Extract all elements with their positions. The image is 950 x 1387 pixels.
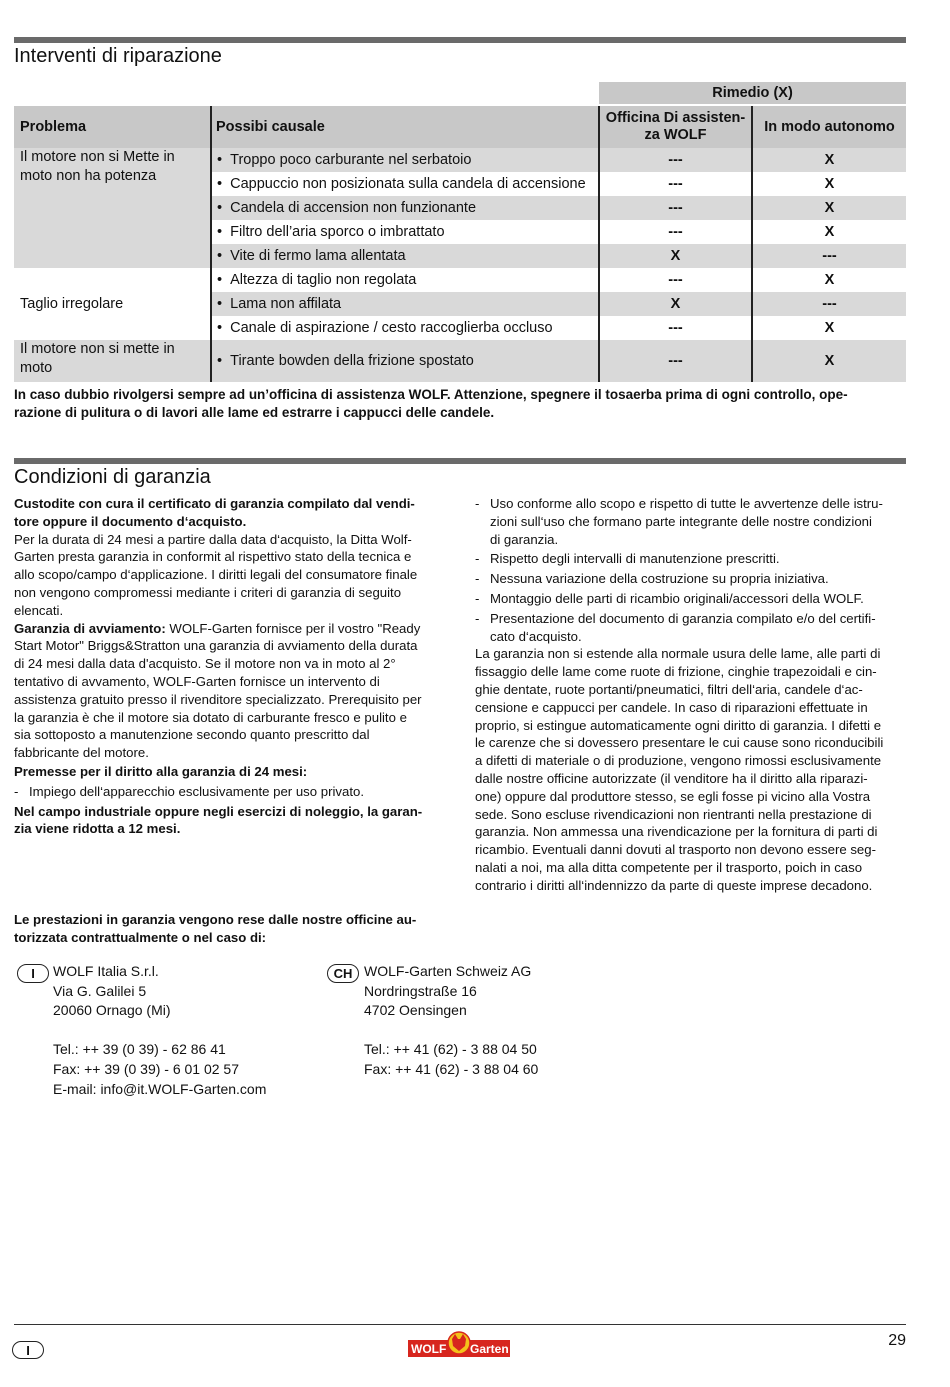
problem-cell: Taglio irregolare xyxy=(20,296,124,312)
warranty-exclusions: La garanzia non si estende alla normale usura delle lame, alle parti di fissaggio delle lame come ruote di frizione, cinghie trapezoidali e cin- ghie dentate, ruote portanti/pneumatici, filtri dell‘aria, candele d‘ac- censione e cappucci per candele. In caso di riparazioni effettuate in proprio, si estingue automaticamente ogni diritto di garanzia. I difetti e le carenze che si dovessero presentare le cui cause sono riconducibili a difetti di materiale o di produzione, vengono rimossi esclusivamente dalle nostre officine autorizzate (il venditore ha il diritto alla riparazi- one) oppure dal produttore stesso, se egli fosse pi vicino alla Vostra sede. Sono escluse rivendicazioni non rientranti nella prestazione di garanzia. Non ammessa una rivendicazione per la fornitura di parti di ricambio. Eventuali danni dovuti al trasporto non devono essere seg- nalati a noi, ma alla ditta competente per il trasporto, poich in caso contrario i diritti all‘indennizzo da parte di queste imprese decadono. xyxy=(475,646,884,893)
table-row xyxy=(14,340,906,382)
language-badge: I xyxy=(12,1341,44,1359)
workshop-mark: --- xyxy=(668,353,683,369)
section-title-repairs: Interventi di riparazione xyxy=(14,45,222,67)
column-divider xyxy=(751,106,753,382)
table-row xyxy=(14,244,906,268)
address-switzerland: WOLF-Garten Schweiz AG Nordringstraße 16 4702 Oensingen Tel.: ++ 41 (62) - 3 88 04 50 Fax: ++ 41 (62) - 3 88 04 60 xyxy=(364,963,539,1077)
section-rule-warranty xyxy=(14,458,906,464)
service-note: Le prestazioni in garanzia vengono rese dalle nostre officine au- torizzata contrattualmente o nel caso di: xyxy=(14,912,417,945)
header-workshop: Officina Di assisten- za WOLF xyxy=(600,106,751,148)
address-italy: WOLF Italia S.r.l. Via G. Galilei 5 20060 Ornago (Mi) Tel.: ++ 39 (0 39) - 62 86 41 Fax: ++ 39 (0 39) - 6 01 02 57 E-mail: info@it.WOLF-Garten.com xyxy=(53,963,267,1097)
warranty-right-column xyxy=(475,495,907,895)
self-mark: X xyxy=(824,200,835,216)
page-number: 29 xyxy=(888,1332,906,1349)
self-mark: X xyxy=(824,272,835,288)
workshop-mark: --- xyxy=(668,152,683,168)
table-row xyxy=(14,196,906,220)
warranty-duration: Per la durata di 24 mesi a partire dalla data d‘acquisto, la Ditta Wolf- Garten presta garanzia in conformit al rispettivo stato della tecnica e allo scopo/campo d‘applicazione. I diritti legali del consumatore finale non vengono compromessi mediante i criteri di garanzia di seguito elencati. xyxy=(14,531,418,618)
footer-rule xyxy=(14,1324,906,1325)
header-causes: Possibi causale xyxy=(212,106,598,148)
country-badge-italy: I xyxy=(17,964,49,983)
self-mark: X xyxy=(824,320,835,336)
cause-cell: • Troppo poco carburante nel serbatoio xyxy=(217,152,472,168)
self-mark: X xyxy=(824,224,835,240)
list-item: - Uso conforme allo scopo e rispetto di tutte le avvertenze delle istru- zioni sull‘uso che formano parte integrante delle nostre condizioni di garanzia. xyxy=(475,495,907,548)
cause-cell: • Tirante bowden della frizione spostato xyxy=(217,353,474,369)
problem-cell: Il motore non si mette in moto xyxy=(14,340,210,382)
table-row xyxy=(14,292,906,316)
country-badge-switzerland: CH xyxy=(327,964,359,983)
workshop-mark: --- xyxy=(668,224,683,240)
remedy-header: Rimedio (X) xyxy=(599,82,906,104)
wolf-garten-logo xyxy=(408,1330,510,1358)
logo-text-garten: Garten xyxy=(470,1342,509,1356)
list-item: - Presentazione del documento di garanzia compilato e/o del certifi- cato d‘acquisto. xyxy=(475,610,907,646)
warranty-premises: Premesse per il diritto alla garanzia di 24 mesi: xyxy=(14,763,308,779)
self-mark: X xyxy=(824,353,835,369)
list-item: - Rispetto degli intervalli di manutenzione prescritti. xyxy=(475,550,907,568)
cause-cell: • Lama non affilata xyxy=(217,296,342,312)
start-guarantee: Garanzia di avviamento: WOLF-Garten fornisce per il vostro "Ready Start Motor" Briggs&Stratton una garanzia di avviamento della durata di 24 mesi dalla data d'acquisto. Se il motore non va in moto al 2° tentativo di avvamento, WOLF-Garten fornisce un intervento di assistenza gratuito presso il rivenditore specializzato. Prerequisito per la garanzia è che il motore sia dotato di carburante fresco e pulito e sia sottoposto a manutenzione secondo quanto prescritto dal fabbricante del motore. xyxy=(14,620,422,761)
cause-cell: • Vite di fermo lama allentata xyxy=(217,248,406,264)
warranty-left-column xyxy=(14,495,454,838)
warranty-intro: Custodite con cura il certificato di garanzia compilato dal vendi- tore oppure il documento d‘acquisto. xyxy=(14,496,415,529)
self-mark: --- xyxy=(822,296,837,312)
self-mark: X xyxy=(824,152,835,168)
table-row xyxy=(14,172,906,196)
workshop-mark: X xyxy=(670,248,681,264)
self-mark: X xyxy=(824,176,835,192)
table-row xyxy=(14,268,906,292)
cause-cell: • Altezza di taglio non regolata xyxy=(217,272,417,288)
cause-cell: • Canale di aspirazione / cesto raccoglierba occluso xyxy=(217,320,553,336)
self-mark: --- xyxy=(822,248,837,264)
list-item: - Montaggio delle parti di ricambio originali/accessori della WOLF. xyxy=(475,590,907,608)
column-divider xyxy=(598,106,600,382)
cause-cell: • Candela di accension non funzionante xyxy=(217,200,477,216)
column-divider xyxy=(210,106,212,382)
table-row xyxy=(14,316,906,340)
workshop-mark: --- xyxy=(668,320,683,336)
workshop-mark: --- xyxy=(668,200,683,216)
section-title-warranty: Condizioni di garanzia xyxy=(14,466,211,488)
industrial-note: Nel campo industriale oppure negli esercizi di noleggio, la garan- zia viene ridotta a 12 mesi. xyxy=(14,803,423,837)
workshop-mark: --- xyxy=(668,176,683,192)
cause-cell: • Cappuccio non posizionata sulla candela di accensione xyxy=(217,176,586,192)
table-row xyxy=(14,220,906,244)
cause-cell: • Filtro dell’aria sporco o imbrattato xyxy=(217,224,445,240)
workshop-mark: --- xyxy=(668,272,683,288)
logo-text-wolf: WOLF xyxy=(411,1342,447,1356)
header-problem: Problema xyxy=(14,106,210,148)
workshop-mark: X xyxy=(670,296,681,312)
table-row xyxy=(14,148,906,172)
header-self: In modo autonomo xyxy=(753,106,906,148)
section-rule-top xyxy=(14,37,906,43)
list-item: - Impiego dell‘apparecchio esclusivamente per uso privato. xyxy=(14,783,454,801)
safety-note: In caso dubbio rivolgersi sempre ad un’officina di assistenza WOLF. Attenzione, spegnere il tosaerba prima di ogni controllo, ope- razione di pulitura o di lavori alle lame ed estrarre i cappucci delle candele. xyxy=(14,387,848,420)
problem-cell: Il motore non si Mette in moto non ha potenza xyxy=(14,148,210,268)
list-item: - Nessuna variazione della costruzione su propria iniziativa. xyxy=(475,570,907,588)
